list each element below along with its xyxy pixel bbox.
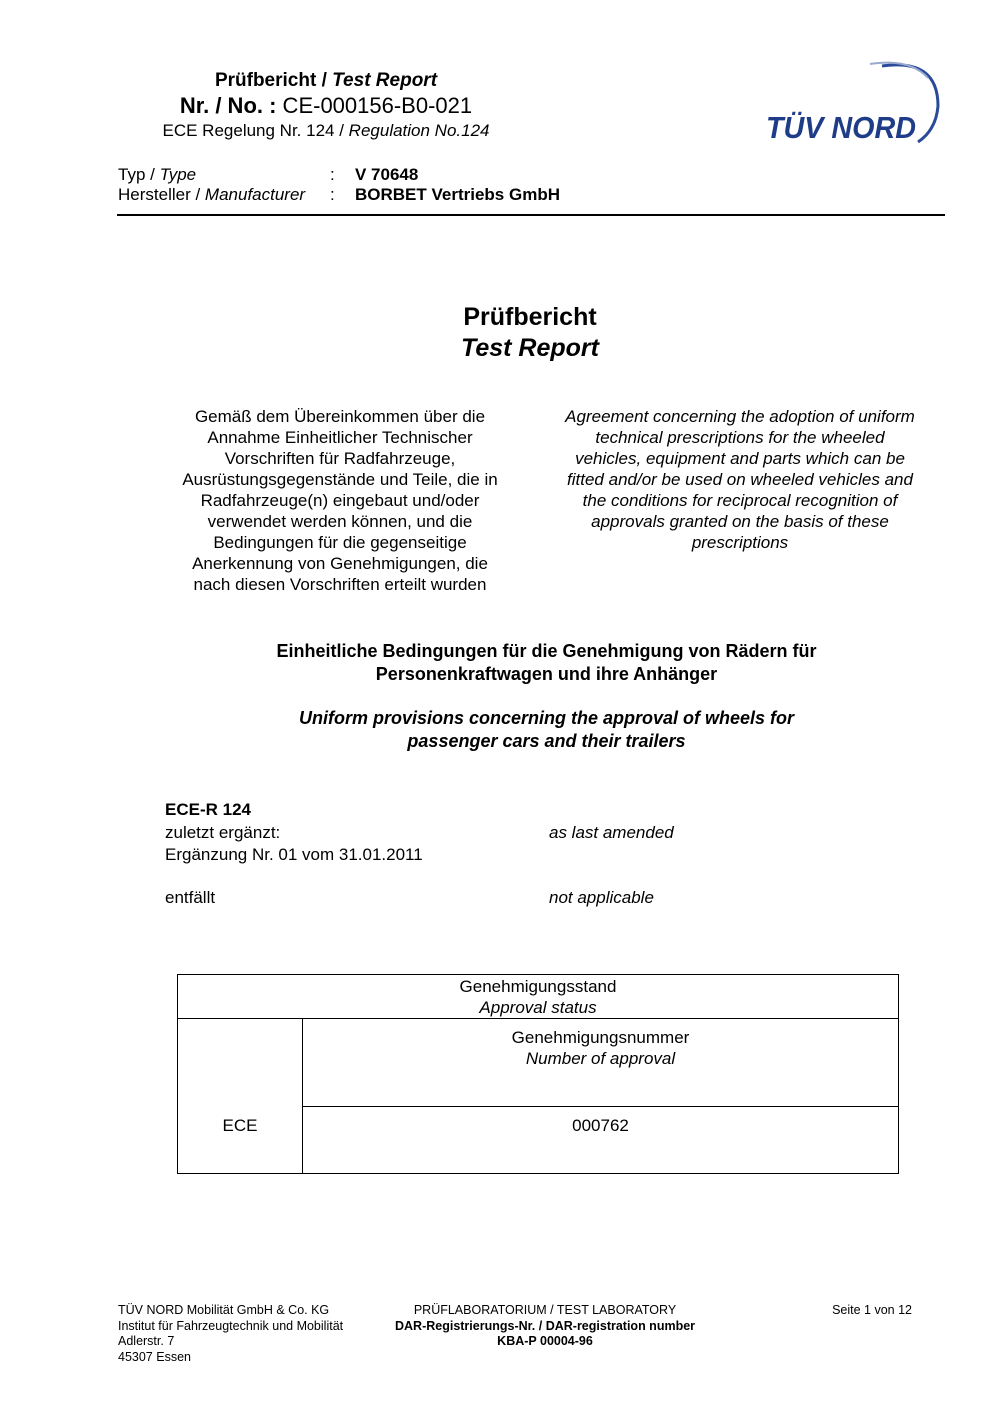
regulation-en: Regulation No.124 [348, 121, 490, 140]
agreement-en-line: prescriptions [691, 533, 789, 552]
page-title: Prüfbericht [463, 303, 597, 331]
regulation-line [118, 121, 534, 141]
agreement-en-line: fitted and/or be used on wheeled vehicles and [567, 470, 913, 489]
separator: / [316, 70, 333, 91]
agreement-de-line: Ausrüstungsgegenstände und Teile, die in [182, 470, 498, 489]
approval-table [177, 974, 899, 1174]
tuv-nord-logo [760, 58, 945, 153]
provisions-en [180, 707, 913, 753]
footer-dar-number: KBA-P 00004-96 [497, 1334, 593, 1348]
amended-label-en: as last amended [549, 823, 674, 842]
provisions-en-line: passenger cars and their trailers [407, 731, 686, 751]
report-heading-en: Test Report [332, 70, 438, 91]
provisions-de [180, 640, 913, 686]
footer-address-line: Adlerstr. 7 [118, 1334, 175, 1348]
agreement-de-line: verwendet werden können, und die [207, 512, 473, 531]
manufacturer-colon: : [330, 185, 335, 204]
footer-page-number: Seite 1 von 12 [832, 1303, 912, 1317]
agreement-en-line: vehicles, equipment and parts which can be [575, 449, 905, 468]
report-heading-de: Prüfbericht [214, 70, 317, 91]
type-colon: : [330, 165, 335, 184]
report-number [118, 93, 534, 119]
agreement-de-line: Radfahrzeuge(n) eingebaut und/oder [200, 491, 480, 510]
approval-number-en: Number of approval [525, 1049, 676, 1068]
footer-lab [370, 1303, 720, 1350]
separator: / [334, 121, 349, 140]
agreement-de-line: Vorschriften für Radfahrzeuge, [224, 449, 456, 468]
approval-status-en: Approval status [479, 998, 597, 1017]
report-number-value: CE-000156-B0-021 [276, 93, 473, 118]
agreement-de-line: Annahme Einheitlicher Technischer [207, 428, 473, 447]
agreement-en-line: the conditions for reciprocal recognition of [582, 491, 898, 510]
amended-label-de: zuletzt ergänzt: [165, 823, 281, 842]
provisions-en-line: Uniform provisions concerning the approval of wheels for [298, 708, 795, 728]
not-applicable-en: not applicable [549, 888, 654, 907]
header-divider [117, 214, 945, 216]
approval-status-header [178, 976, 898, 1018]
agreement-en [540, 406, 940, 553]
agreement-en-line: Agreement concerning the adoption of uniform [565, 407, 915, 426]
footer-lab-name: PRÜFLABORATORIUM / TEST LABORATORY [413, 1303, 677, 1317]
table-divider [178, 1018, 898, 1019]
footer-address-line: Institut für Fahrzeugtechnik und Mobilität [118, 1318, 344, 1333]
manufacturer-label-de: Hersteller [118, 185, 191, 204]
regulation-title: ECE-R 124 [165, 800, 251, 819]
regulation-de: ECE Regelung Nr. 124 [162, 121, 335, 140]
agreement-de-line: nach diesen Vorschriften erteilt wurden [193, 575, 487, 594]
supplement-text: Ergänzung Nr. 01 vom 31.01.2011 [165, 845, 423, 864]
footer-address-line: TÜV NORD Mobilität GmbH & Co. KG [118, 1303, 330, 1317]
manufacturer-label-en: Manufacturer [204, 185, 306, 204]
agreement-en-line: approvals granted on the basis of these [591, 512, 889, 531]
not-applicable-de: entfällt [165, 888, 216, 907]
footer-address-line: 45307 Essen [118, 1349, 191, 1364]
page-title-en: Test Report [461, 334, 599, 362]
approval-scheme-cell: ECE [222, 1116, 258, 1135]
type-label [118, 165, 196, 185]
type-label-de: Typ [118, 165, 146, 184]
report-heading [118, 70, 534, 92]
type-value: V 70648 [355, 165, 419, 184]
type-label-en: Type [159, 165, 197, 184]
logo-text: TÜV NORD [766, 110, 916, 145]
table-divider [302, 1106, 898, 1107]
footer-address [118, 1303, 343, 1365]
approval-number-cell: 000762 [572, 1116, 629, 1135]
agreement-de [160, 406, 520, 595]
approval-number-header [303, 1027, 898, 1069]
provisions-de-line: Einheitliche Bedingungen für die Genehmigung von Rädern für [276, 641, 817, 661]
approval-status-de: Genehmigungsstand [459, 977, 617, 996]
report-number-label: Nr. / No. : [179, 93, 277, 118]
separator: / [190, 185, 205, 204]
agreement-en-line: technical prescriptions for the wheeled [595, 428, 885, 447]
agreement-de-line: Bedingungen für die gegenseitige [213, 533, 467, 552]
separator: / [145, 165, 160, 184]
approval-number-de: Genehmigungsnummer [511, 1028, 690, 1047]
provisions-de-line: Personenkraftwagen und ihre Anhänger [375, 664, 718, 684]
manufacturer-label [118, 185, 305, 205]
manufacturer-value: BORBET Vertriebs GmbH [355, 185, 560, 204]
footer-dar-label: DAR-Registrierungs-Nr. / DAR-registration number [394, 1318, 696, 1333]
agreement-de-line: Gemäß dem Übereinkommen über die [194, 407, 486, 426]
agreement-de-line: Anerkennung von Genehmigungen, die [192, 554, 488, 573]
